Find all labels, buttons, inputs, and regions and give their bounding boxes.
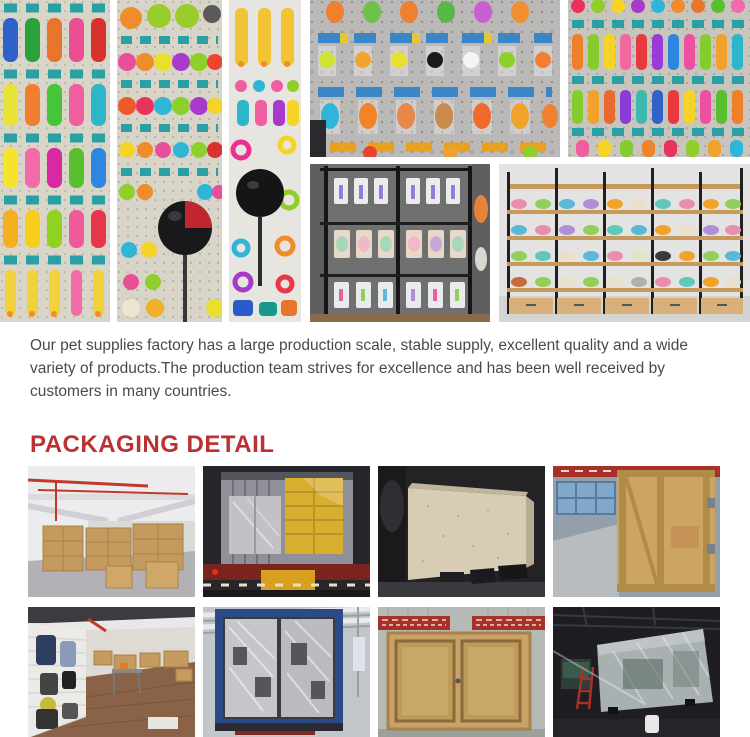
photo-wooden-crate-hinged — [553, 466, 720, 597]
photo-plywood-export-case — [378, 466, 545, 597]
warehouse-carton-stacks-art — [28, 466, 195, 597]
container-carton-loading-art — [203, 466, 370, 597]
photo-bag-sample-workshop — [28, 607, 195, 737]
photo-dumbbell-toys-wall — [568, 0, 750, 157]
photo-pet-bowl-shelves — [499, 164, 750, 322]
container-wrapped-pallets-art — [203, 607, 370, 737]
photo-container-carton-loading — [203, 466, 370, 597]
grooming-tools-rack-art — [310, 164, 490, 322]
pegboard-bone-toys-art — [0, 0, 110, 322]
photo-film-wrapped-machine — [553, 607, 720, 737]
packaging-detail-heading: PACKAGING DETAIL — [30, 431, 275, 458]
packaging-gallery — [28, 466, 722, 737]
wooden-crate-hinged-art — [553, 466, 720, 597]
rubber-chicken-strip-art — [229, 0, 301, 322]
photo-grooming-tools-rack — [310, 164, 490, 322]
blister-pack-toys-art — [310, 0, 560, 157]
photo-pegboard-bone-toys-wall — [0, 0, 110, 322]
factory-showroom-gallery — [0, 0, 750, 322]
wooden-crate-doors-art — [378, 607, 545, 737]
photo-warehouse-carton-stacks — [28, 466, 195, 597]
bag-sample-workshop-art — [28, 607, 195, 737]
pet-bowl-shelves-art — [499, 164, 750, 322]
pegboard-ball-toys-art — [117, 0, 222, 322]
photo-pegboard-ball-toys-wall — [117, 0, 222, 322]
film-wrapped-machine-art — [553, 607, 720, 737]
photo-rubber-chicken-strip — [229, 0, 301, 322]
plywood-export-case-art — [378, 466, 545, 597]
photo-container-wrapped-pallets — [203, 607, 370, 737]
dumbbell-toys-art — [568, 0, 750, 157]
intro-paragraph: Our pet supplies factory has a large production scale, stable supply, excellent quality and a wide variety of products.The production team strives for excellence and has been well received by customers in many countries. — [30, 337, 688, 400]
photo-wooden-crate-doors — [378, 607, 545, 737]
photo-blister-pack-toys-wall — [310, 0, 560, 157]
